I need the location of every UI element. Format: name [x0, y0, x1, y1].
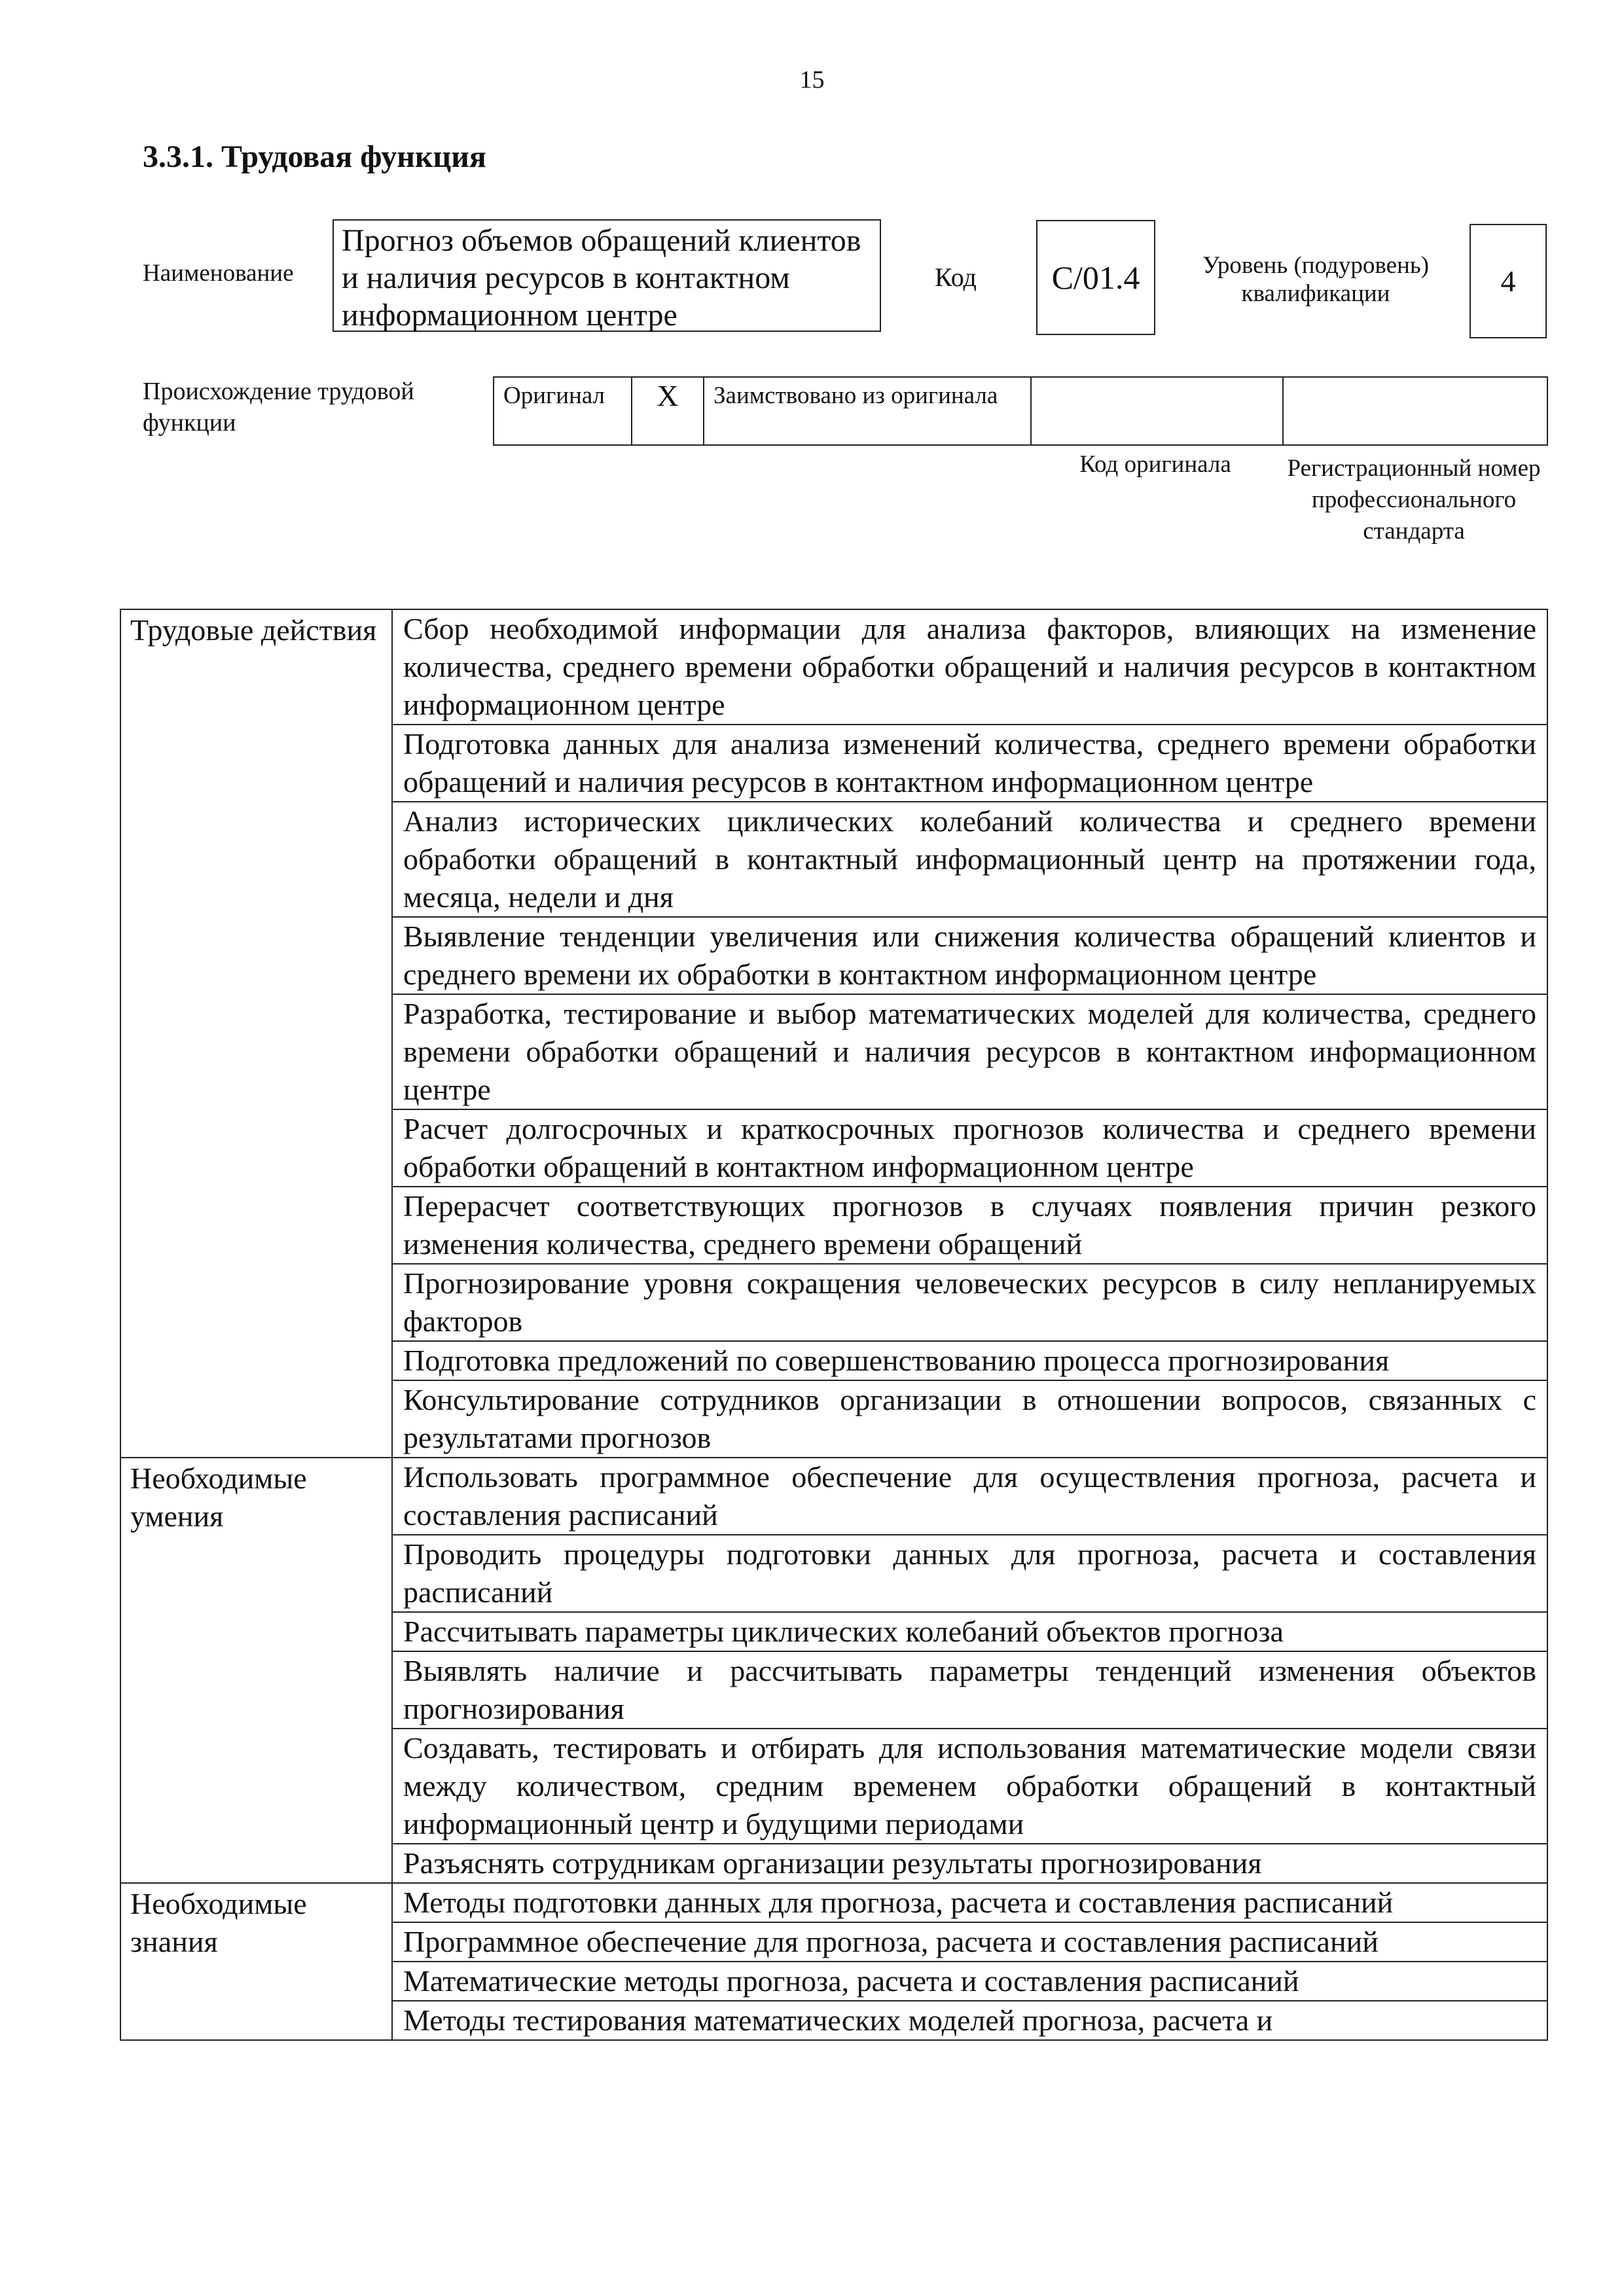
section-item: Использовать программное обеспечение для осуществления прогноза, расчета и составления расписаний [392, 1458, 1547, 1535]
table-row [120, 1883, 1547, 1922]
section-item: Создавать, тестировать и отбирать для использования математические модели связи между количеством, средним временем обработки обращений в контактный информационный центр и будущими периодами [392, 1729, 1547, 1844]
section-item: Выявление тенденции увеличения или снижения количества обращений клиентов и среднего времени их обработки в контактном информационном центре [392, 917, 1547, 994]
origin-reg-cell [1283, 377, 1547, 445]
origin-code-cell [1031, 377, 1283, 445]
section-item: Прогнозирование уровня сокращения человеческих ресурсов в силу непланируемых факторов [392, 1264, 1547, 1341]
section-item: Методы подготовки данных для прогноза, расчета и составления расписаний [392, 1883, 1547, 1922]
name-label: Наименование [143, 260, 294, 287]
section-item: Методы тестирования математических моделей прогноза, расчета и [392, 2001, 1547, 2040]
section-item: Проводить процедуры подготовки данных для прогноза, расчета и составления расписаний [392, 1535, 1547, 1612]
page-number: 15 [799, 66, 825, 94]
code-label: Код [935, 262, 977, 292]
section-item: Консультирование сотрудников организации в отношении вопросов, связанных с результатами прогнозов [392, 1380, 1547, 1458]
reg-number-caption: Регистрационный номер профессионального стандарта [1287, 455, 1541, 545]
functions-table [120, 609, 1548, 2041]
section-item: Сбор необходимой информации для анализа факторов, влияющих на изменение количества, среднего времени обработки обращений и наличия ресурсов в контактном информационном центре [392, 609, 1547, 725]
section-item: Перерасчет соответствующих прогнозов в случаях появления причин резкого изменения количества, среднего времени обращений [392, 1187, 1547, 1264]
code-original-caption: Код оригинала [1079, 451, 1231, 478]
name-value: Прогноз объемов обращений клиентов и наличия ресурсов в контактном информационном центре [333, 219, 881, 332]
section-item: Анализ исторических циклических колебаний количества и среднего времени обработки обращений в контактный информационный центр на протяжении года, месяца, недели и дня [392, 802, 1547, 917]
origin-label: Происхождение трудовой функции [143, 378, 414, 437]
section-item: Разработка, тестирование и выбор математических моделей для количества, среднего времени обработки обращений и наличия ресурсов в контактном информационном центре [392, 994, 1547, 1109]
origin-original-cell: Оригинал [494, 377, 632, 445]
section-category: Необходимые знания [120, 1883, 392, 2040]
section-item: Рассчитывать параметры циклических колебаний объектов прогноза [392, 1612, 1547, 1651]
section-item: Разъяснять сотрудникам организации результаты прогнозирования [392, 1844, 1547, 1883]
section-category: Трудовые действия [120, 609, 392, 1458]
origin-mark-cell: X [632, 377, 704, 445]
section-item: Подготовка данных для анализа изменений количества, среднего времени обработки обращений и наличия ресурсов в контактном информационном центре [392, 725, 1547, 802]
section-title: 3.3.1. Трудовая функция [143, 139, 486, 174]
section-item: Выявлять наличие и рассчитывать параметры тенденций изменения объектов прогнозирования [392, 1651, 1547, 1729]
code-value: С/01.4 [1036, 220, 1155, 335]
origin-borrowed-cell: Заимствовано из оригинала [704, 377, 1031, 445]
origin-table [493, 376, 1548, 446]
section-item: Расчет долгосрочных и краткосрочных прогнозов количества и среднего времени обработки обращений в контактном информационном центре [392, 1109, 1547, 1187]
section-item: Математические методы прогноза, расчета и составления расписаний [392, 1962, 1547, 2001]
section-item: Программное обеспечение для прогноза, расчета и составления расписаний [392, 1922, 1547, 1962]
level-value: 4 [1470, 224, 1547, 338]
level-label: Уровень (подуровень) квалификации [1202, 252, 1430, 307]
table-row [120, 609, 1547, 725]
table-row [120, 1458, 1547, 1535]
section-item: Подготовка предложений по совершенствованию процесса прогнозирования [392, 1341, 1547, 1380]
section-category: Необходимые умения [120, 1458, 392, 1883]
